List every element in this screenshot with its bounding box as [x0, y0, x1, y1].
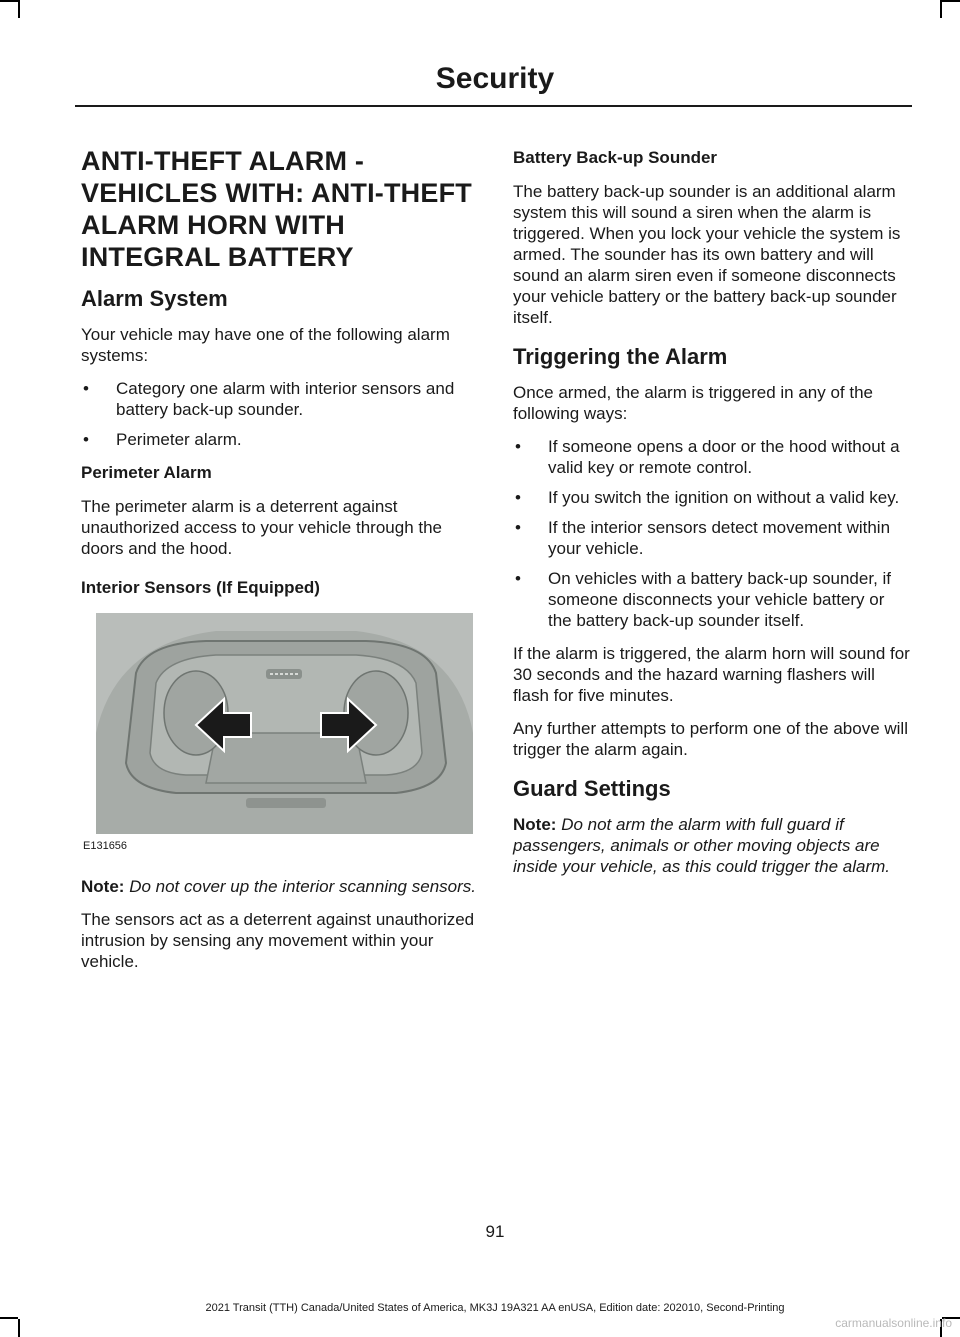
list-item — [513, 436, 911, 478]
triggers-list — [513, 436, 911, 631]
crop-mark — [18, 1319, 20, 1337]
crop-mark — [942, 0, 960, 2]
bullet: • — [515, 488, 521, 507]
guard-settings-heading: Guard Settings — [513, 776, 671, 801]
triggered-text: If the alarm is triggered, the alarm horn will sound for 30 seconds and the hazard warning flashers will flash for five minutes. — [513, 644, 910, 705]
list-item-text: Perimeter alarm. — [116, 430, 242, 449]
note-label: Note: — [81, 877, 125, 896]
list-item — [513, 487, 911, 508]
page-number: 91 — [485, 1222, 505, 1241]
overhead-console-drawing — [96, 613, 473, 834]
bullet: • — [515, 437, 521, 456]
perimeter-text: The perimeter alarm is a deterrent against unauthorized access to your vehicle through the doors and the hood. — [81, 497, 443, 558]
bullet: • — [83, 379, 89, 398]
alarm-types-list — [81, 378, 477, 450]
note-label: Note: — [513, 815, 557, 834]
bullet: • — [515, 569, 521, 588]
watermark: carmanualsonline.info — [835, 1316, 952, 1330]
page-title: Security — [435, 62, 555, 95]
bullet: • — [515, 518, 521, 537]
crop-mark — [18, 0, 20, 18]
note — [81, 876, 477, 897]
figure-code: E131656 — [83, 840, 128, 852]
list-item-text: Category one alarm with interior sensors and battery back-up sounder. — [116, 379, 455, 419]
interior-sensor-illustration — [96, 613, 473, 834]
sounder-text: The battery back-up sounder is an additional alarm system this will sound a siren when the alarm is triggered. When you lock your vehicle the system is armed. The sounder has its own battery and will sound an alarm siren even if someone disconnects your vehicle battery or the battery back-up sounder itself. — [513, 182, 901, 327]
alarm-system-intro: Your vehicle may have one of the following alarm systems: — [81, 325, 450, 365]
further-attempts-text: Any further attempts to perform one of the above will trigger the alarm again. — [513, 719, 908, 759]
left-column — [81, 145, 477, 984]
right-column — [513, 145, 911, 889]
list-item-text: If the interior sensors detect movement within your vehicle. — [548, 518, 891, 558]
guard-note — [513, 814, 911, 877]
list-item-text: On vehicles with a battery back-up sounder, if someone disconnects your vehicle battery or the battery back-up sounder itself. — [548, 569, 892, 630]
triggering-heading: Triggering the Alarm — [513, 344, 728, 369]
list-item — [513, 517, 911, 559]
footer-edition-info: 2021 Transit (TTH) Canada/United States of America, MK3J 19A321 AA enUSA, Edition date: 202010, Second-Printing — [205, 1302, 785, 1314]
triggering-intro: Once armed, the alarm is triggered in any of the following ways: — [513, 383, 874, 423]
list-item — [513, 568, 911, 631]
list-item — [81, 429, 477, 450]
interior-sensors-heading: Interior Sensors (If Equipped) — [81, 578, 320, 597]
crop-mark — [940, 0, 942, 18]
list-item-text: If someone opens a door or the hood without a valid key or remote control. — [548, 437, 900, 477]
header-rule — [75, 105, 912, 107]
note-text: Do not cover up the interior scanning sensors. — [129, 877, 476, 896]
crop-mark — [0, 1317, 18, 1319]
note-text: Do not arm the alarm with full guard if passengers, animals or other moving objects are inside your vehicle, as this could trigger the alarm. — [513, 815, 891, 876]
list-item-text: If you switch the ignition on without a valid key. — [548, 488, 900, 507]
perimeter-heading: Perimeter Alarm — [81, 463, 212, 482]
crop-mark — [0, 0, 18, 2]
list-item — [81, 378, 477, 420]
bullet: • — [83, 430, 89, 449]
sounder-heading: Battery Back-up Sounder — [513, 148, 718, 167]
alarm-system-heading: Alarm System — [81, 286, 228, 311]
section-title: ANTI-THEFT ALARM - VEHICLES WITH: ANTI-THEFT ALARM HORN WITH INTEGRAL BATTERY — [81, 146, 472, 272]
sensors-text: The sensors act as a deterrent against unauthorized intrusion by sensing any movement within your vehicle. — [81, 910, 475, 971]
